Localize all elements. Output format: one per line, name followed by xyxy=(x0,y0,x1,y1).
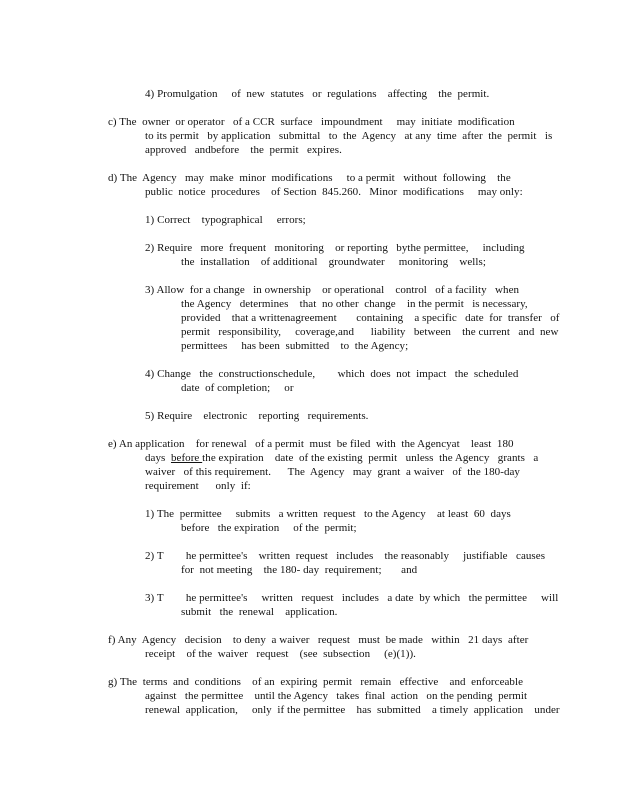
text-line: date of completion; or xyxy=(181,382,294,394)
underlined-text: before xyxy=(170,452,203,464)
text-line: before the expiration of the permit; xyxy=(181,522,357,534)
text-run: days xyxy=(145,452,171,464)
text-line: permittees has been submitted to the Agency; xyxy=(181,340,409,352)
text-line: requirement only if: xyxy=(145,480,251,492)
text-line: the Agency determines that no other change in the permit is necessary, xyxy=(181,298,528,310)
text-line xyxy=(145,452,538,465)
text-line: g) The terms and conditions of an expiring permit remain effective and enforceable xyxy=(108,676,524,688)
text-line: 3) T he permittee's written request includes a date by which the permittee will xyxy=(145,592,559,604)
text-line: 3) Allow for a change in ownership or operational control of a facility when xyxy=(145,284,520,296)
text-line: 1) The permittee submits a written request to the Agency at least 60 days xyxy=(145,508,511,520)
text-line: d) The Agency may make minor modifications to a permit without following the xyxy=(108,172,511,184)
text-line: receipt of the waiver request (see subsection (e)(1)). xyxy=(145,648,416,660)
text-line: 4) Promulgation of new statutes or regulations affecting the permit. xyxy=(145,88,490,100)
text-line: the installation of additional groundwater monitoring wells; xyxy=(181,256,486,268)
text-line: waiver of this requirement. The Agency may grant a waiver of the 180-day xyxy=(145,466,520,478)
text-line: public notice procedures of Section 845.260. Minor modifications may only: xyxy=(145,186,523,198)
text-line: for not meeting the 180- day requirement; and xyxy=(181,564,418,576)
text-line: 4) Change the constructionschedule, which does not impact the scheduled xyxy=(145,368,519,380)
text-line: renewal application, only if the permittee has submitted a timely application under xyxy=(145,704,560,716)
text-run: the expiration date of the existing permit unless the Agency grants a xyxy=(202,452,539,464)
text-line: submit the renewal application. xyxy=(181,606,338,618)
text-line: provided that a writtenagreement containing a specific date for transfer of xyxy=(181,312,560,324)
text-line: 2) Require more frequent monitoring or reporting bythe permittee, including xyxy=(145,242,525,254)
text-line: f) Any Agency decision to deny a waiver request must be made within 21 days after xyxy=(108,634,529,646)
text-line: to its permit by application submittal to the Agency at any time after the permit is xyxy=(145,130,553,142)
text-line: c) The owner or operator of a CCR surface impoundment may initiate modification xyxy=(108,116,515,128)
text-line: 2) T he permittee's written request includes the reasonably justifiable causes xyxy=(145,550,546,562)
text-line: e) An application for renewal of a permit must be filed with the Agencyat least 180 xyxy=(108,438,514,450)
text-line: 1) Correct typographical errors; xyxy=(145,214,306,226)
text-line: 5) Require electronic reporting requirements. xyxy=(145,410,369,422)
text-line: permit responsibility, coverage,and liability between the current and new xyxy=(181,326,559,338)
text-line: approved andbefore the permit expires. xyxy=(145,144,342,156)
text-line: against the permittee until the Agency takes final action on the pending permit xyxy=(145,690,528,702)
